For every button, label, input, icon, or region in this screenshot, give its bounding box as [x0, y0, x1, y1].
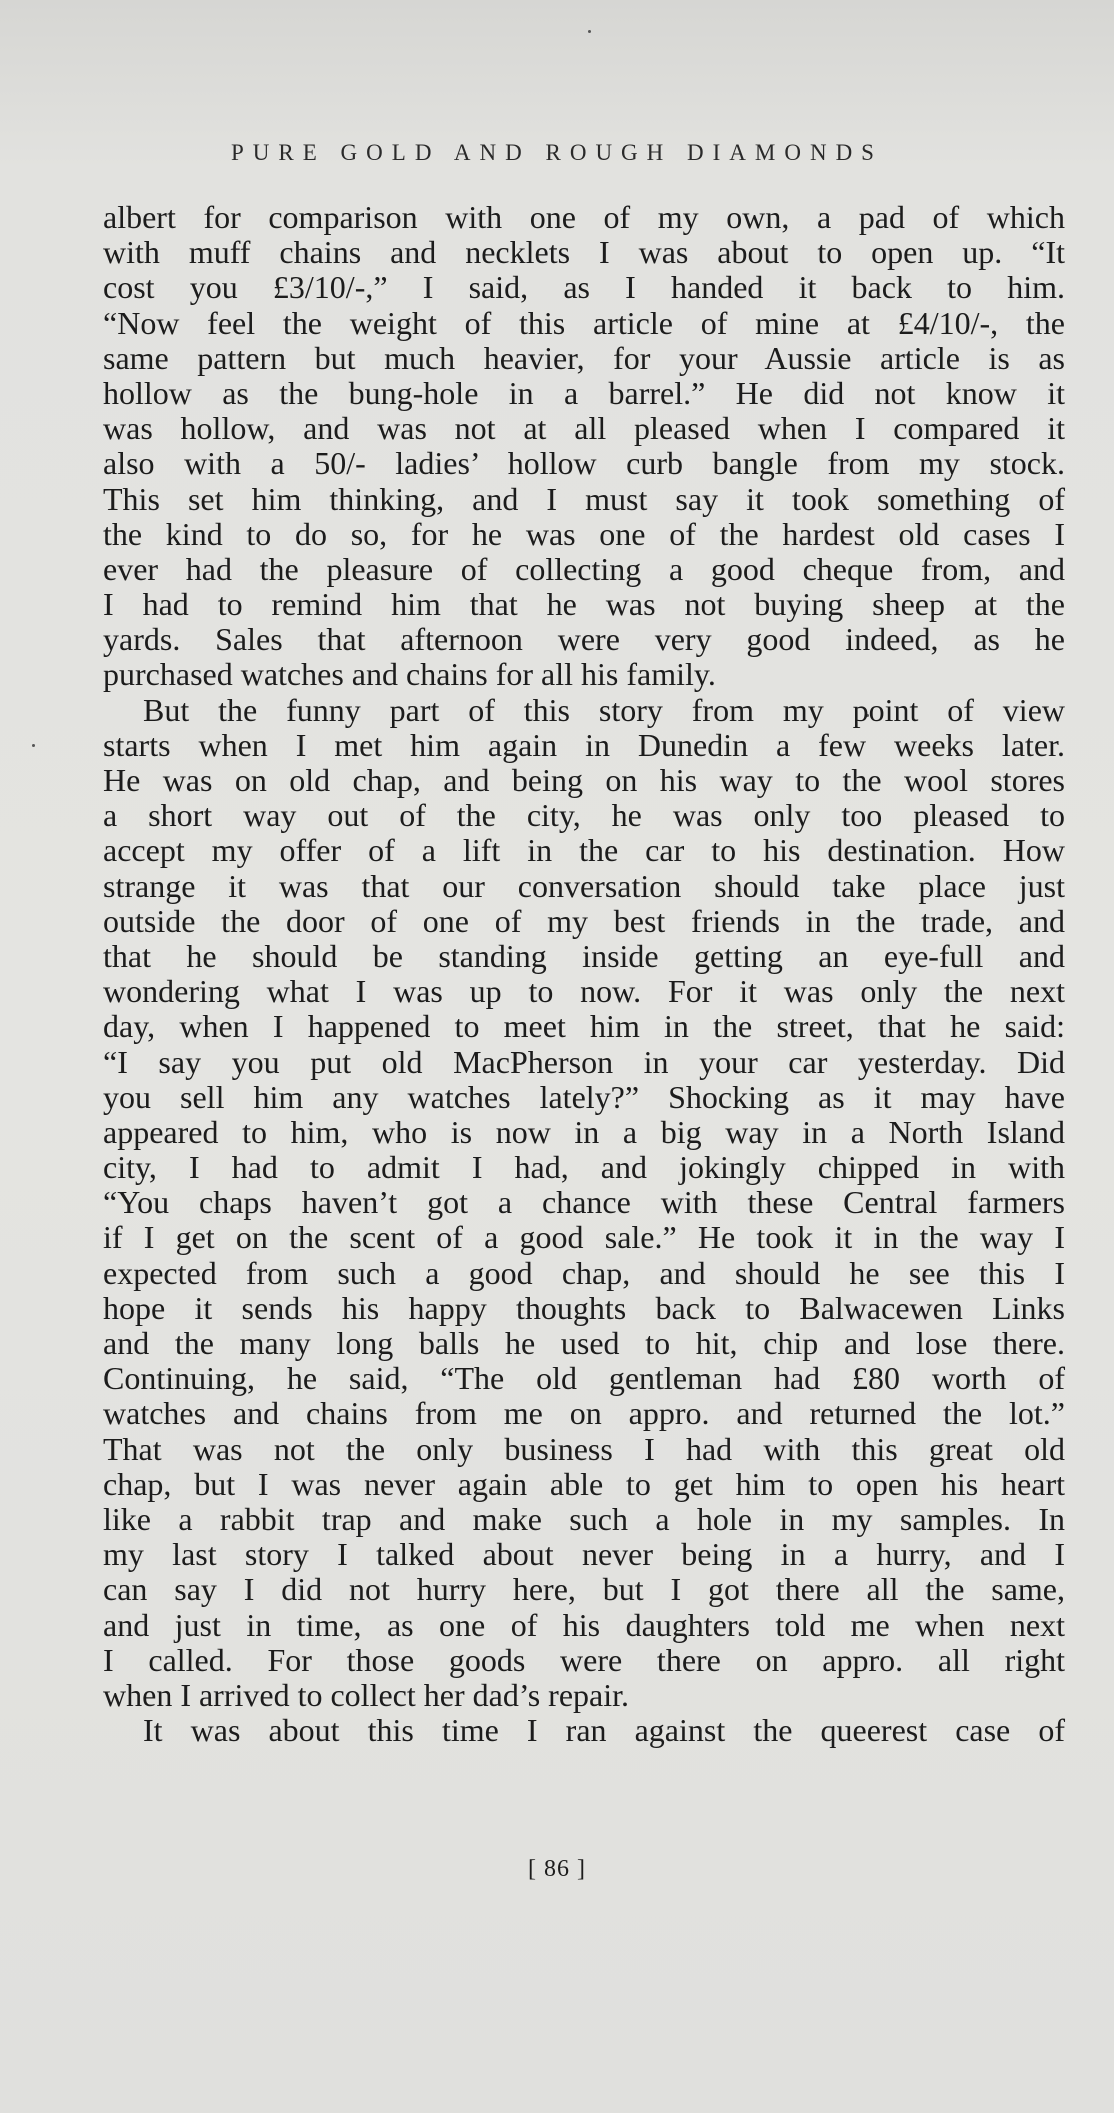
text-line: It was about this time I ran against the queerest case of [143, 1712, 1065, 1749]
text-line: the kind to do so, for he was one of the hardest old cases I [103, 515, 1065, 552]
text-line: starts when I met him again in Dunedin a few weeks later. [103, 726, 1065, 763]
text-line: ever had the pleasure of collecting a good cheque from, and [103, 550, 1065, 587]
text-line: day, when I happened to meet him in the street, that he said: [103, 1008, 1065, 1045]
text-line: when I arrived to collect her dad’s repair. [103, 1676, 629, 1713]
dust-speck [32, 744, 35, 747]
text-line: that he should be standing inside getting an eye-full and [103, 937, 1065, 974]
text-line: a short way out of the city, he was only too pleased to [103, 797, 1065, 834]
text-line: That was not the only business I had with this great old [103, 1430, 1065, 1467]
text-line: same pattern but much heavier, for your Aussie article is as [103, 339, 1065, 376]
text-line: “Now feel the weight of this article of mine at £4/10/-, the [103, 304, 1065, 341]
text-line: “You chaps haven’t got a chance with these Central farmers [103, 1184, 1065, 1221]
text-line: Continuing, he said, “The old gentleman had £80 worth of [103, 1360, 1065, 1397]
text-line: and just in time, as one of his daughters told me when next [103, 1606, 1065, 1643]
text-line: I had to remind him that he was not buying sheep at the [103, 586, 1065, 623]
text-line: my last story I talked about never being in a hurry, and I [103, 1536, 1065, 1573]
text-line: yards. Sales that afternoon were very good indeed, as he [103, 621, 1065, 658]
body-text [103, 200, 1065, 1748]
text-line: was hollow, and was not at all pleased when I compared it [103, 410, 1065, 447]
text-line: also with a 50/- ladies’ hollow curb bangle from my stock. [103, 445, 1065, 482]
dust-speck [588, 30, 591, 33]
text-line: chap, but I was never again able to get him to open his heart [103, 1465, 1065, 1502]
text-line: “I say you put old MacPherson in your car yesterday. Did [103, 1043, 1065, 1080]
text-line: albert for comparison with one of my own, a pad of which [103, 199, 1065, 235]
text-line: expected from such a good chap, and should he see this I [103, 1254, 1065, 1291]
text-line: purchased watches and chains for all his family. [103, 656, 716, 693]
text-line: This set him thinking, and I must say it took something of [103, 480, 1065, 517]
text-line: appeared to him, who is now in a big way in a North Island [103, 1113, 1065, 1150]
text-line: can say I did not hurry here, but I got there all the same, [103, 1571, 1065, 1608]
text-line: like a rabbit trap and make such a hole in my samples. In [103, 1500, 1065, 1537]
text-line: with muff chains and necklets I was about to open up. “It [103, 234, 1065, 271]
text-line: cost you £3/10/-,” I said, as I handed it back to him. [103, 269, 1065, 306]
text-line: hope it sends his happy thoughts back to Balwacewen Links [103, 1289, 1065, 1326]
text-line: I called. For those goods were there on appro. all right [103, 1641, 1065, 1678]
text-line: outside the door of one of my best friends in the trade, and [103, 902, 1065, 939]
running-head: PURE GOLD AND ROUGH DIAMONDS [231, 140, 883, 165]
text-line: and the many long balls he used to hit, chip and lose there. [103, 1325, 1065, 1361]
text-line: He was on old chap, and being on his way to the wool stores [103, 762, 1065, 798]
text-line: hollow as the bung-hole in a barrel.” He did not know it [103, 374, 1065, 411]
text-line: you sell him any watches lately?” Shocking as it may have [103, 1078, 1065, 1115]
page-number: [ 86 ] [528, 1856, 586, 1882]
text-line: wondering what I was up to now. For it was only the next [103, 973, 1065, 1010]
text-line: But the funny part of this story from my point of view [143, 691, 1065, 728]
text-line: strange it was that our conversation should take place just [103, 867, 1065, 904]
text-line: if I get on the scent of a good sale.” He took it in the way I [103, 1219, 1065, 1256]
text-line: city, I had to admit I had, and jokingly chipped in with [103, 1149, 1065, 1186]
text-line: watches and chains from me on appro. and returned the lot.” [103, 1395, 1065, 1432]
text-line: accept my offer of a lift in the car to his destination. How [103, 832, 1065, 869]
